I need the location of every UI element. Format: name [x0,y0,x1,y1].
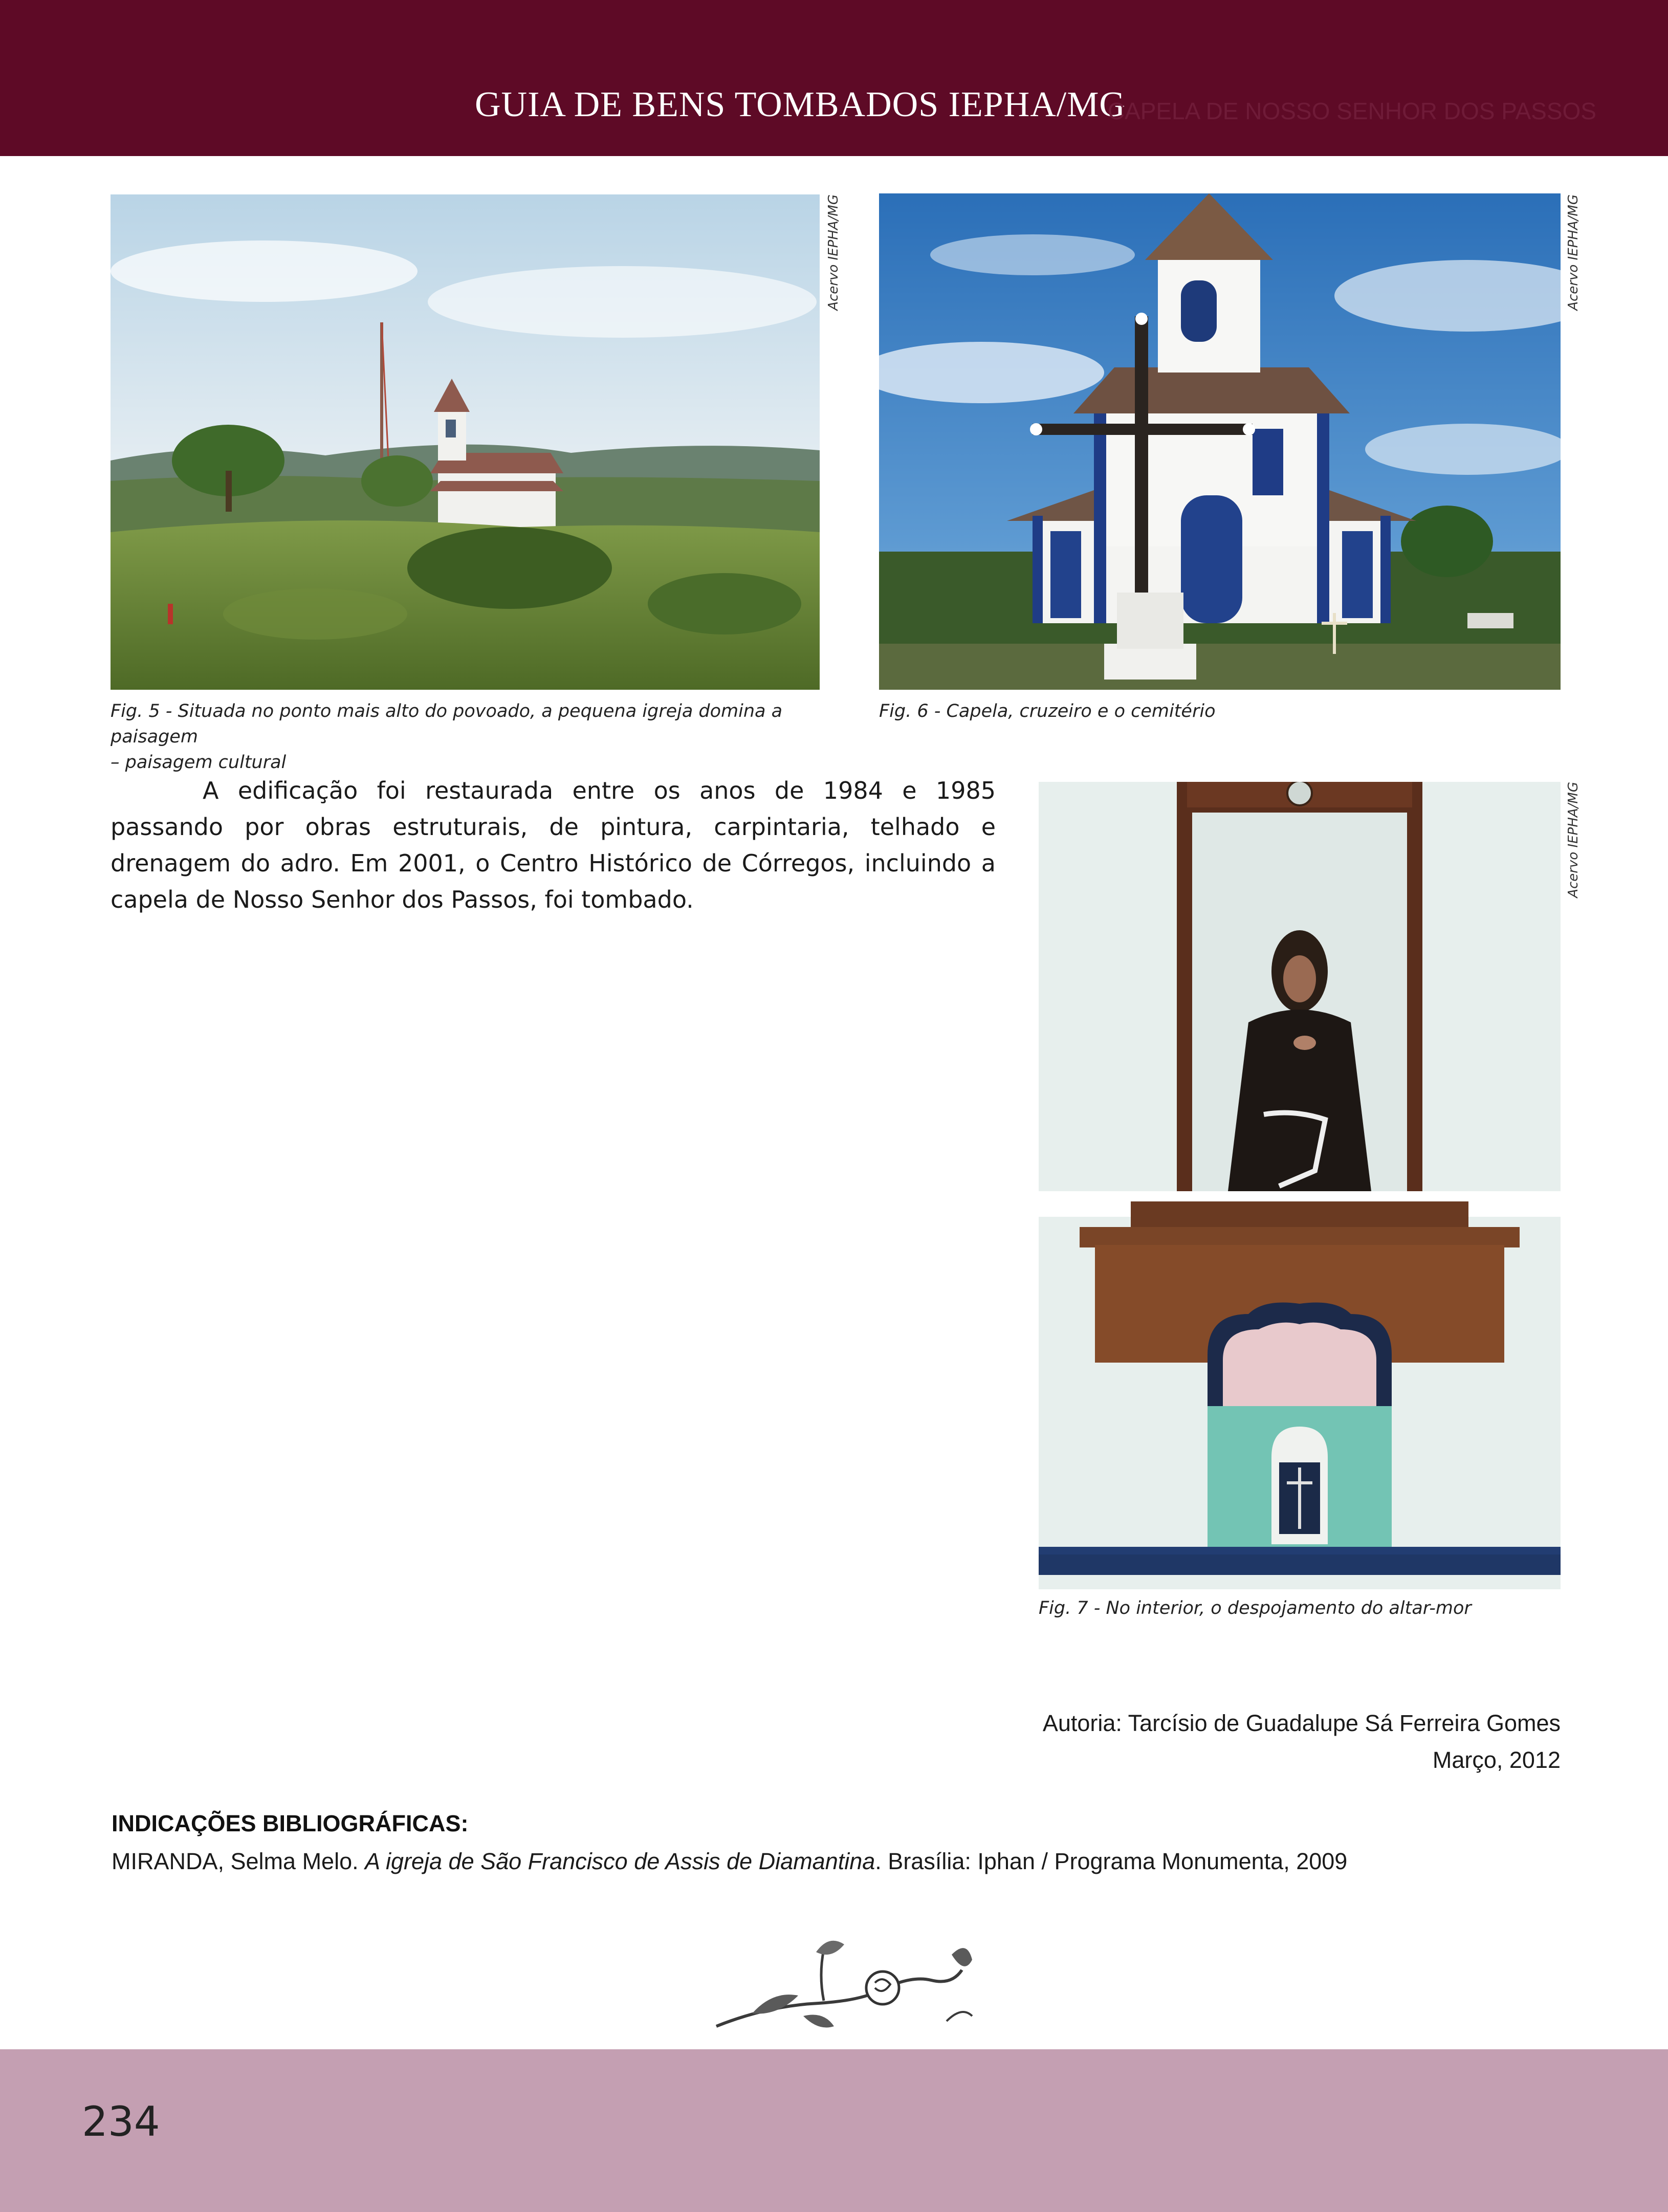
fig5-caption-line2: – paisagem cultural [111,752,287,773]
author-name: Autoria: Tarcísio de Guadalupe Sá Ferreira Gomes [1042,1710,1561,1736]
fig6-photo [879,193,1561,690]
rose-ornament-icon [706,1929,993,2036]
authorship [1043,1705,1561,1779]
body-paragraph [111,773,996,918]
fig5-caption-line1: Fig. 5 - Situada no ponto mais alto do povoado, a pequena igreja domina a paisagem [111,701,783,747]
bibliography-entry [112,1848,1595,1875]
biblio-rest: . Brasília: Iphan / Programa Monumenta, 2009 [875,1848,1348,1874]
page-number: 234 [82,2098,160,2145]
fig6-credit: Acervo IEPHA/MG [1566,194,1581,311]
page-footer [0,2049,1668,2212]
author-date: Março, 2012 [1432,1747,1561,1773]
guide-title: GUIA DE BENS TOMBADOS IEPHA/MG [475,85,1126,124]
page-header [0,0,1668,156]
biblio-author: MIRANDA, Selma Melo. [112,1848,359,1874]
chapter-title: CAPELA DE NOSSO SENHOR DOS PASSOS [1107,98,1596,124]
body-paragraph-text: A edificação foi restaurada entre os anos de 1984 e 1985 passando por obras estruturais, de pintura, carpintaria, telhado e drenagem do adro. Em 2001, o Centro Histórico de Córregos, incluindo a capela de Nosso Senhor dos Passos, foi tombado. [111,777,996,913]
biblio-title: A igreja de São Francisco de Assis de Diamantina [365,1848,875,1874]
fig5-credit: Acervo IEPHA/MG [826,194,841,311]
fig5-caption [111,698,837,775]
fig6-caption: Fig. 6 - Capela, cruzeiro e o cemitério [879,701,1216,721]
fig7-credit: Acervo IEPHA/MG [1566,782,1581,898]
fig7-caption: Fig. 7 - No interior, o despojamento do altar-mor [1039,1598,1472,1618]
fig7-photo [1039,782,1561,1589]
bibliography-heading: INDICAÇÕES BIBLIOGRÁFICAS: [112,1810,469,1836]
fig5-photo [111,194,820,690]
